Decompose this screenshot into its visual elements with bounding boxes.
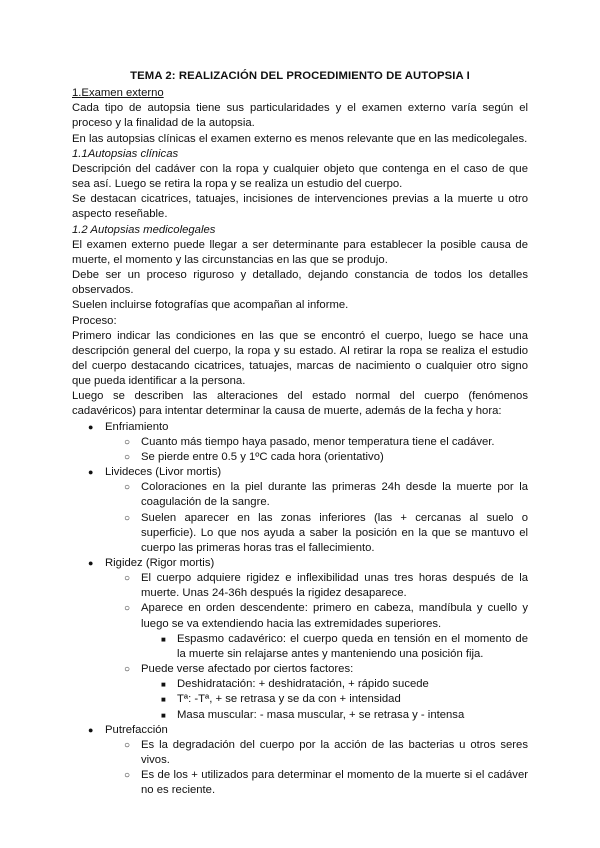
page-title: TEMA 2: REALIZACIÓN DEL PROCEDIMIENTO DE AUTOPSIA I <box>130 70 470 82</box>
paragraph: Se destacan cicatrices, tatuajes, incisiones de intervenciones previas a la muerte u otro aspecto reseñable. <box>72 193 528 221</box>
sub-list <box>105 738 528 799</box>
list-item <box>105 420 528 465</box>
list-item-label: Putrefacción <box>105 723 168 736</box>
paragraph: Proceso: <box>72 314 117 327</box>
list-item <box>105 723 528 799</box>
list-item-text: Puede verse afectado por ciertos factores: <box>141 663 354 676</box>
paragraph: Descripción del cadáver con la ropa y cualquier objeto que contenga en el caso de que sea así. Luego se retira la ropa y se realiza un estudio del cuerpo. <box>72 162 528 191</box>
list-item: ○ Es la degradación del cuerpo por la acción de las bacterias u otros seres vivos. <box>141 738 528 768</box>
paragraph: Suelen incluirse fotografías que acompañan al informe. <box>72 299 349 312</box>
paragraph: En las autopsias clínicas el examen externo es menos relevante que en las medicolegales. <box>72 132 528 145</box>
sub-sub-list <box>141 632 528 662</box>
paragraph: Debe ser un proceso riguroso y detallado, dejando constancia de todos los detalles observados. <box>72 269 528 297</box>
heading-autopsias-clinicas: 1.1Autopsias clínicas <box>72 147 179 160</box>
list-item: ○ Es de los + utilizados para determinar el momento de la muerte si el cadáver no es reciente. <box>141 768 528 798</box>
sub-sub-list <box>141 677 528 722</box>
heading-autopsias-medicolegales: 1.2 Autopsias medicolegales <box>72 223 216 236</box>
list-item: ■ Deshidratación: + deshidratación, + rápido sucede <box>177 677 528 692</box>
paragraph: Primero indicar las condiciones en las que se encontró el cuerpo, luego se hace una descripción general del cuerpo, la ropa y su estado. Al retirar la ropa se realiza el estudio del cuerpo destacando cicatrices, tatuajes, marcas de nacimiento o cualquier otro signo que pueda identificar a la persona. <box>72 329 528 388</box>
heading-examen-externo: 1.Examen externo <box>72 87 164 100</box>
list-item <box>105 465 528 556</box>
document-page <box>72 69 528 799</box>
list-item-text: Aparece en orden descendente: primero en cabeza, mandíbula y cuello y luego se va extendiendo hacia las extremidades superiores. <box>141 602 528 630</box>
list-item: ■ Espasmo cadavérico: el cuerpo queda en tensión en el momento de la muerte sin relajarse antes y manteniendo una posición fija. <box>177 632 528 662</box>
list-item-label: Rigidez (Rigor mortis) <box>105 557 215 569</box>
sub-list <box>105 571 528 723</box>
list-item <box>141 662 528 723</box>
list-item-label: Enfriamiento <box>105 420 169 433</box>
list-item <box>141 601 528 662</box>
list-item: ○ Suelen aparecer en las zonas inferiores (las + cercanas al suelo o superficie). Lo que nos ayuda a saber la posición en la que se mantuvo el cuerpo las primeras horas tras el fallecimiento. <box>141 511 528 556</box>
sub-list <box>105 435 528 465</box>
cadaveric-phenomena-list <box>72 420 528 799</box>
paragraph: Luego se describen las alteraciones del estado normal del cuerpo (fenómenos cadavéricos) para intentar determinar la causa de muerte, además de la fecha y hora: <box>72 390 528 418</box>
list-item <box>105 556 528 723</box>
paragraph: Cada tipo de autopsia tiene sus particularidades y el examen externo varía según el proceso y la finalidad de la autopsia. <box>72 102 528 130</box>
list-item: ○ Cuanto más tiempo haya pasado, menor temperatura tiene el cadáver. <box>141 435 528 450</box>
sub-list <box>105 480 528 556</box>
list-item-label: Livideces (Livor mortis) <box>105 466 222 479</box>
list-item: ■ Masa muscular: - masa muscular, + se retrasa y - intensa <box>177 708 528 723</box>
paragraph: El examen externo puede llegar a ser determinante para establecer la posible causa de muerte, el momento y las circunstancias en las que se produjo. <box>72 238 528 266</box>
list-item: ○ Se pierde entre 0.5 y 1ºC cada hora (orientativo) <box>141 450 528 465</box>
list-item: ○ Coloraciones en la piel durante las primeras 24h desde la muerte por la coagulación de la sangre. <box>141 480 528 510</box>
list-item: ■ Tª: -Tª, + se retrasa y se da con + intensidad <box>177 692 528 707</box>
list-item: ○ El cuerpo adquiere rigidez e inflexibilidad unas tres horas después de la muerte. Unas 24-36h después la rigidez desaparece. <box>141 571 528 601</box>
